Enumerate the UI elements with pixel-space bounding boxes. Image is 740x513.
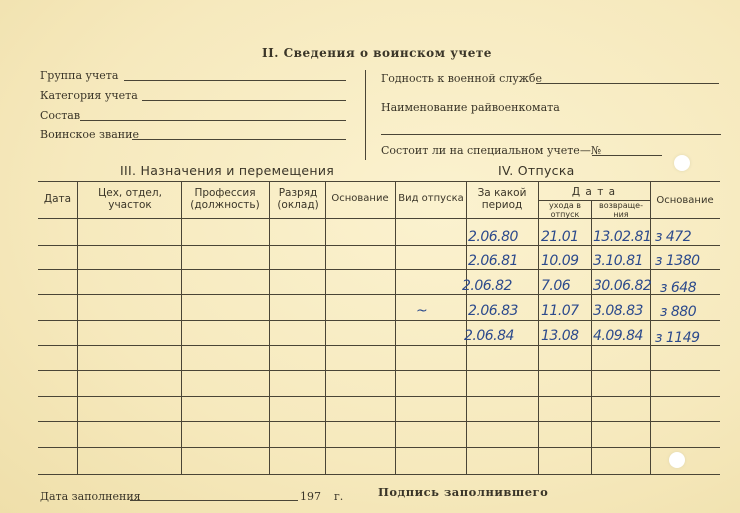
section-military-title: II. Сведения о воинском учете (262, 46, 492, 60)
field-line-group (124, 80, 346, 81)
field-label-composition: Состав (40, 109, 81, 122)
field-label-rank: Воинское звание (40, 128, 139, 141)
footer-year-suffix: г. (334, 490, 344, 503)
field-label-fitness: Годность к военной службе (381, 72, 543, 85)
vacation-row-leave: 11.07 (541, 303, 579, 319)
field-label-commissariat: Наименование райвоенкомата (381, 101, 560, 114)
field-line-commissariat (381, 134, 721, 135)
vacation-row-leave: 21.01 (541, 229, 579, 245)
field-line-category (142, 100, 346, 101)
header-dates: Д а т а (571, 186, 617, 198)
col-divider (650, 181, 651, 474)
vacation-row-leave: 7.06 (541, 278, 571, 294)
field-line-rank (132, 139, 346, 140)
field-label-category: Категория учета (40, 89, 138, 102)
footer-year: 197 (300, 490, 321, 503)
vacation-row-period: 2.06.81 (468, 253, 518, 269)
footer-signature-label: Подпись заполнившего (378, 485, 549, 499)
row-line (38, 320, 720, 321)
header-profession: Профессия (должность) (190, 187, 260, 211)
header-grade: Разряд (оклад) (277, 187, 319, 211)
row-line (38, 370, 720, 371)
header-basis-vacation: Основание (656, 195, 714, 206)
col-divider (591, 200, 592, 474)
row-line (38, 245, 720, 246)
row-line (38, 447, 720, 448)
row-line (38, 421, 720, 422)
header-vacation-type: Вид отпуска (398, 193, 464, 204)
vacation-row-period: 2.06.80 (468, 229, 518, 245)
vacation-row-basis: з 648 (660, 280, 697, 296)
header-period: За какой период (477, 187, 527, 211)
punch-hole (669, 452, 685, 468)
col-divider (538, 181, 539, 474)
col-divider (269, 181, 270, 474)
footer-date-line (130, 500, 298, 501)
field-line-special-reg (592, 155, 662, 156)
field-line-fitness (536, 83, 719, 84)
header-basis-assign: Основание (331, 193, 389, 204)
header-date: Дата (43, 193, 72, 205)
col-divider (77, 181, 78, 474)
col-divider (325, 181, 326, 474)
vacation-row-leave: 13.08 (541, 328, 579, 344)
vacation-row-type: ~ (416, 303, 428, 319)
field-label-group: Группа учета (40, 69, 119, 82)
vacation-row-return: 4.09.84 (593, 328, 643, 344)
section-assignments-title: III. Назначения и перемещения (120, 163, 335, 178)
field-label-special-reg: Состоит ли на специальном учете—№ (381, 144, 602, 157)
section-vacations-title: IV. Отпуска (498, 163, 575, 178)
vacation-row-return: 13.02.81 (593, 229, 652, 245)
vacation-row-basis: з 1149 (655, 330, 700, 346)
vacation-row-period: 2.06.84 (464, 328, 514, 344)
vacation-row-return: 3.08.83 (593, 303, 643, 319)
header-return-date: возвраще- ния (599, 201, 643, 219)
table-top-border (38, 181, 720, 182)
header-dept: Цех, отдел, участок (98, 187, 162, 211)
section-divider (365, 70, 366, 160)
vacation-row-return: 30.06.82 (593, 278, 652, 294)
row-line (38, 294, 720, 295)
vacation-row-basis: з 1380 (655, 253, 700, 269)
row-line (38, 345, 720, 346)
footer-date-label: Дата заполнения (40, 490, 141, 503)
vacation-row-period: 2.06.82 (462, 278, 512, 294)
row-line (38, 474, 720, 475)
vacation-row-leave: 10.09 (541, 253, 579, 269)
col-divider-section (395, 181, 396, 474)
vacation-row-basis: з 880 (660, 304, 697, 320)
punch-hole (674, 155, 690, 171)
vacation-row-period: 2.06.83 (468, 303, 518, 319)
row-line (38, 269, 720, 270)
row-line (38, 396, 720, 397)
vacation-row-basis: з 472 (655, 229, 692, 245)
vacation-row-return: 3.10.81 (593, 253, 643, 269)
header-leave-date: ухода в отпуск (548, 201, 582, 219)
col-divider (181, 181, 182, 474)
field-line-composition (80, 120, 346, 121)
